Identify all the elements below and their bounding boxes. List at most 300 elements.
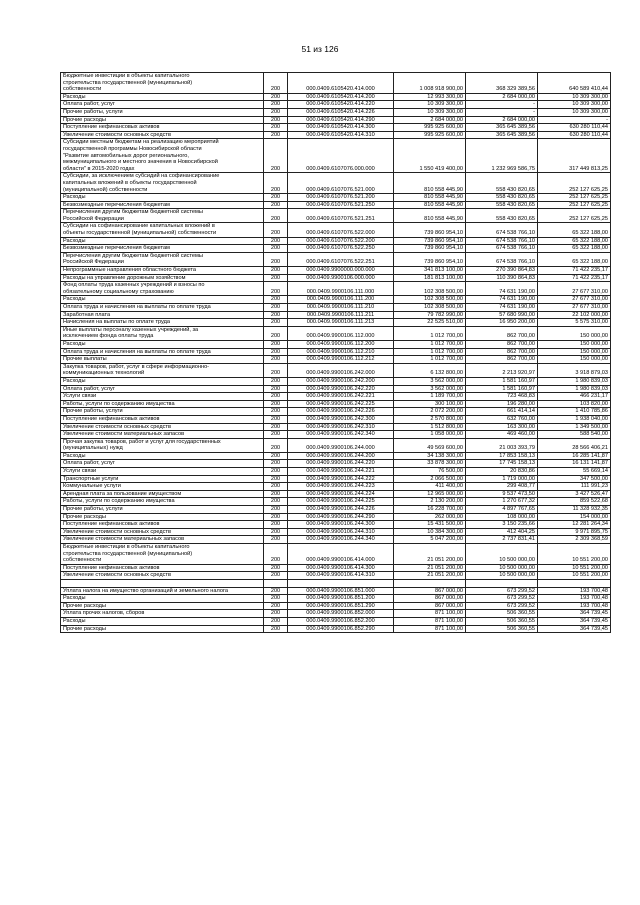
remaining-amount-cell: 27 677 310,00 [538, 296, 611, 304]
row-name-cell [61, 490, 264, 498]
remaining-amount-cell: 65 322 188,00 [538, 252, 611, 266]
row-name-cell [61, 93, 264, 101]
row-name-cell [61, 319, 264, 327]
spacer-cell [264, 579, 288, 587]
table-row [61, 544, 611, 565]
table-row [61, 617, 611, 625]
executed-amount-cell: 299 408,77 [466, 483, 538, 491]
line-code-cell: 200 [264, 194, 288, 202]
approved-amount-cell: 1 012 700,00 [394, 340, 466, 348]
line-code-cell: 200 [264, 498, 288, 506]
row-name-cell [61, 528, 264, 536]
table-row [61, 513, 611, 521]
row-name-line: Прочие выплаты [63, 356, 107, 363]
remaining-amount-cell: 150 000,00 [538, 356, 611, 364]
remaining-amount-cell: 150 000,00 [538, 326, 611, 340]
table-row [61, 326, 611, 340]
row-name-line: Перечисления другим бюджетам бюджетной системы [63, 252, 203, 259]
table-row [61, 564, 611, 572]
row-name-cell [61, 274, 264, 282]
line-code-cell: 200 [264, 377, 288, 385]
row-name-cell [61, 304, 264, 312]
classification-code-cell: 000.0409.9900106.112.212 [288, 356, 394, 364]
row-name-cell [61, 311, 264, 319]
row-name-cell [61, 506, 264, 514]
remaining-amount-cell: 317 449 813,25 [538, 139, 611, 173]
remaining-amount-cell: - [538, 116, 611, 124]
row-name-line: собственности [63, 557, 102, 564]
approved-amount-cell: 867 000,00 [394, 595, 466, 603]
line-code-cell: 200 [264, 506, 288, 514]
remaining-amount-cell: 154 000,00 [538, 513, 611, 521]
table-row [61, 363, 611, 377]
row-name-line: Услуги связи [63, 468, 97, 475]
row-name-line: Субсидии на софинансирование капитальных вложений в [63, 223, 215, 230]
table-row [61, 282, 611, 296]
line-code-cell: 200 [264, 356, 288, 364]
row-name-line: Арендная плата за пользование имуществом [63, 490, 182, 497]
row-name-line: Уплата прочих налогов, сборов [63, 610, 145, 617]
approved-amount-cell: 10 309 300,00 [394, 101, 466, 109]
table-row [61, 124, 611, 132]
approved-amount-cell: 49 569 600,00 [394, 438, 466, 452]
classification-code-cell: 000.0409.9900106.851.290 [288, 602, 394, 610]
row-name-cell [61, 252, 264, 266]
line-code-cell: 200 [264, 201, 288, 209]
remaining-amount-cell: 71 422 235,17 [538, 267, 611, 275]
row-name-cell [61, 223, 264, 237]
row-name-cell [61, 423, 264, 431]
executed-amount-cell: 57 680 990,00 [466, 311, 538, 319]
approved-amount-cell: 102 308 500,00 [394, 296, 466, 304]
classification-code-cell: 000.0409.9900106.414.000 [288, 544, 394, 565]
approved-amount-cell: 1 012 700,00 [394, 326, 466, 340]
classification-code-cell: 000.0409.6107076.522.250 [288, 245, 394, 253]
table-row [61, 194, 611, 202]
line-code-cell: 200 [264, 483, 288, 491]
spacer-cell [394, 579, 466, 587]
row-name-cell [61, 625, 264, 633]
row-name-line: Фонд оплаты труда казенных учреждений и взносы по [63, 282, 205, 289]
row-name-cell [61, 400, 264, 408]
classification-code-cell: 000.0409.9900106.244.200 [288, 452, 394, 460]
remaining-amount-cell: 364 739,45 [538, 610, 611, 618]
line-code-cell: 200 [264, 223, 288, 237]
line-code-cell: 200 [264, 490, 288, 498]
executed-amount-cell: 270 390 864,83 [466, 267, 538, 275]
table-row [61, 73, 611, 94]
executed-amount-cell: 673 299,52 [466, 587, 538, 595]
row-name-line: Расходы на управление дорожным хозяйством [63, 274, 186, 281]
approved-amount-cell: 12 965 000,00 [394, 490, 466, 498]
remaining-amount-cell: 859 522,68 [538, 498, 611, 506]
table-row [61, 536, 611, 544]
row-name-cell [61, 536, 264, 544]
classification-code-cell: 000.0409.6105420.414.226 [288, 108, 394, 116]
row-name-line: объекты государственной (муниципальной) собственности [63, 230, 217, 237]
executed-amount-cell: 74 631 190,00 [466, 304, 538, 312]
classification-code-cell: 000.0409.9900106.244.000 [288, 438, 394, 452]
approved-amount-cell: 1 012 700,00 [394, 356, 466, 364]
spacer-cell [61, 579, 264, 587]
executed-amount-cell: 674 538 766,10 [466, 223, 538, 237]
remaining-amount-cell: 22 102 000,00 [538, 311, 611, 319]
table-row [61, 252, 611, 266]
row-name-cell [61, 438, 264, 452]
approved-amount-cell: 15 431 500,00 [394, 521, 466, 529]
remaining-amount-cell: 27 677 310,00 [538, 304, 611, 312]
table-row [61, 452, 611, 460]
approved-amount-cell: 22 525 510,00 [394, 319, 466, 327]
line-code-cell: 200 [264, 340, 288, 348]
row-name-line: области" в 2015-2020 годах [63, 165, 135, 172]
approved-amount-cell: 262 000,00 [394, 513, 466, 521]
line-code-cell: 200 [264, 363, 288, 377]
line-code-cell: 200 [264, 544, 288, 565]
row-name-cell [61, 356, 264, 364]
row-name-cell [61, 194, 264, 202]
row-name-cell [61, 363, 264, 377]
row-name-line: строительства государственной (муниципальной) [63, 550, 193, 557]
table-row [61, 423, 611, 431]
classification-code-cell: 000.0409.9900106.112.210 [288, 348, 394, 356]
executed-amount-cell: - [466, 101, 538, 109]
line-code-cell: 200 [264, 73, 288, 94]
approved-amount-cell: 411 400,00 [394, 483, 466, 491]
line-code-cell: 200 [264, 438, 288, 452]
line-code-cell: 200 [264, 587, 288, 595]
row-name-cell [61, 415, 264, 423]
row-name-cell [61, 498, 264, 506]
row-name-cell [61, 475, 264, 483]
approved-amount-cell: 1 512 800,00 [394, 423, 466, 431]
table-row [61, 415, 611, 423]
row-name-line: Уплата налога на имущество организаций и земельного налога [63, 587, 228, 594]
row-name-line: Прочие работы, услуги [63, 408, 123, 415]
remaining-amount-cell: 588 540,00 [538, 431, 611, 439]
executed-amount-cell: 2 213 920,97 [466, 363, 538, 377]
table-row [61, 311, 611, 319]
table-row [61, 377, 611, 385]
row-name-cell [61, 617, 264, 625]
row-name-cell [61, 209, 264, 223]
row-name-line: Российской Федерации [63, 215, 124, 222]
row-name-cell [61, 139, 264, 173]
executed-amount-cell: 10 500 000,00 [466, 572, 538, 580]
row-name-cell [61, 602, 264, 610]
table-row [61, 223, 611, 237]
executed-amount-cell: 16 950 200,00 [466, 319, 538, 327]
line-code-cell: 200 [264, 304, 288, 312]
executed-amount-cell: 368 329 389,56 [466, 73, 538, 94]
executed-amount-cell: 10 500 000,00 [466, 544, 538, 565]
classification-code-cell: 000.0409.9900106.244.300 [288, 521, 394, 529]
executed-amount-cell: 506 360,55 [466, 625, 538, 633]
row-name-line: коммуникационных технологий [63, 370, 145, 377]
table-row [61, 521, 611, 529]
table-row [61, 348, 611, 356]
row-name-line: Расходы [63, 340, 86, 347]
approved-amount-cell: 867 000,00 [394, 602, 466, 610]
remaining-amount-cell: 65 322 188,00 [538, 245, 611, 253]
row-name-line: Прочая закупка товаров, работ и услуг для государственных [63, 438, 221, 445]
row-name-cell [61, 340, 264, 348]
executed-amount-cell: 2 684 000,00 [466, 116, 538, 124]
classification-code-cell: 000.0409.9900106.852.000 [288, 610, 394, 618]
row-name-line: Увеличение стоимости материальных запасов [63, 431, 185, 438]
row-name-cell [61, 131, 264, 139]
line-code-cell: 200 [264, 93, 288, 101]
remaining-amount-cell: 252 127 625,25 [538, 209, 611, 223]
line-code-cell: 200 [264, 475, 288, 483]
table-row [61, 93, 611, 101]
table-row [61, 431, 611, 439]
row-name-cell [61, 564, 264, 572]
row-name-line: Расходы [63, 617, 86, 624]
approved-amount-cell: 871 100,00 [394, 610, 466, 618]
table-row [61, 173, 611, 194]
line-code-cell: 200 [264, 348, 288, 356]
row-name-line: (муниципальной) собственности [63, 186, 148, 193]
approved-amount-cell: 34 138 300,00 [394, 452, 466, 460]
executed-amount-cell: 74 631 190,00 [466, 282, 538, 296]
line-code-cell: 200 [264, 452, 288, 460]
row-name-cell [61, 124, 264, 132]
row-name-cell [61, 267, 264, 275]
executed-amount-cell: 506 360,55 [466, 610, 538, 618]
classification-code-cell: 000.0409.9900106.242.200 [288, 377, 394, 385]
remaining-amount-cell: 252 127 625,25 [538, 201, 611, 209]
approved-amount-cell: 995 925 600,00 [394, 131, 466, 139]
row-name-line: Субсидии местным бюджетам на реализацию мероприятий [63, 139, 219, 146]
classification-code-cell: 000.0409.6105420.414.200 [288, 93, 394, 101]
approved-amount-cell: 2 066 500,00 [394, 475, 466, 483]
classification-code-cell: 000.0409.9900106.852.290 [288, 625, 394, 633]
classification-code-cell: 000.0409.9900106.112.000 [288, 326, 394, 340]
row-name-cell [61, 108, 264, 116]
remaining-amount-cell: 347 500,00 [538, 475, 611, 483]
classification-code-cell: 000.0409.9900106.244.340 [288, 536, 394, 544]
row-name-cell [61, 101, 264, 109]
row-name-line: Поступление нефинансовых активов [63, 124, 160, 131]
approved-amount-cell: 3 562 000,00 [394, 385, 466, 393]
executed-amount-cell: 3 150 235,66 [466, 521, 538, 529]
row-name-line: Заработная плата [63, 311, 111, 318]
remaining-amount-cell: 2 309 368,59 [538, 536, 611, 544]
classification-code-cell: 000.0409.9900106.851.200 [288, 595, 394, 603]
classification-code-cell: 000.0409.9900106.242.221 [288, 393, 394, 401]
row-name-line: Непрограммные направления областного бюджета [63, 267, 196, 274]
classification-code-cell: 000.0409.9900106.000.000 [288, 274, 394, 282]
remaining-amount-cell: 3 918 879,03 [538, 363, 611, 377]
row-name-cell [61, 348, 264, 356]
table-row [61, 385, 611, 393]
row-name-line: собственности [63, 86, 102, 93]
row-name-line: Прочие работы, услуги [63, 108, 123, 115]
line-code-cell: 200 [264, 617, 288, 625]
classification-code-cell: 000.0409.6107076.521.251 [288, 209, 394, 223]
remaining-amount-cell: 193 700,48 [538, 602, 611, 610]
line-code-cell: 200 [264, 400, 288, 408]
table-row [61, 438, 611, 452]
spacer-cell [466, 579, 538, 587]
executed-amount-cell: 673 299,52 [466, 602, 538, 610]
row-name-line: Увеличение стоимости материальных запасов [63, 536, 185, 543]
classification-code-cell: 000.0409.9900106.111.213 [288, 319, 394, 327]
approved-amount-cell: 79 782 990,00 [394, 311, 466, 319]
remaining-amount-cell: 9 971 895,75 [538, 528, 611, 536]
executed-amount-cell: 674 538 766,10 [466, 237, 538, 245]
row-name-cell [61, 513, 264, 521]
table-row [61, 625, 611, 633]
approved-amount-cell: 33 878 300,00 [394, 460, 466, 468]
approved-amount-cell: 810 558 445,90 [394, 173, 466, 194]
executed-amount-cell: 661 414,14 [466, 408, 538, 416]
row-name-cell [61, 595, 264, 603]
executed-amount-cell: 1 232 969 586,75 [466, 139, 538, 173]
classification-code-cell: 000.0409.9900106.112.200 [288, 340, 394, 348]
classification-code-cell: 000.0409.6105420.414.300 [288, 124, 394, 132]
approved-amount-cell: 12 993 300,00 [394, 93, 466, 101]
table-row [61, 267, 611, 275]
remaining-amount-cell: 103 820,00 [538, 400, 611, 408]
approved-amount-cell: 10 309 300,00 [394, 108, 466, 116]
approved-amount-cell: 6 132 800,00 [394, 363, 466, 377]
line-code-cell: 200 [264, 572, 288, 580]
spacer-cell [538, 579, 611, 587]
remaining-amount-cell: 10 551 200,00 [538, 572, 611, 580]
executed-amount-cell: 558 430 820,65 [466, 209, 538, 223]
row-name-cell [61, 385, 264, 393]
remaining-amount-cell: 10 309 300,00 [538, 101, 611, 109]
executed-amount-cell: 1 581 160,97 [466, 385, 538, 393]
classification-code-cell: 000.0409.6107076.522.000 [288, 223, 394, 237]
classification-code-cell: 000.0409.9900106.242.220 [288, 385, 394, 393]
page-number: 51 из 126 [301, 44, 339, 54]
row-name-line: Оплата работ, услуг [63, 101, 115, 108]
remaining-amount-cell: 65 322 188,00 [538, 237, 611, 245]
budget-table [60, 72, 611, 633]
row-name-line: Безвозмездные перечисления бюджетам [63, 201, 170, 208]
classification-code-cell: 000.0409.9900106.111.210 [288, 304, 394, 312]
row-name-line: Начисления на выплаты по оплате труда [63, 319, 171, 326]
approved-amount-cell: 1 012 700,00 [394, 348, 466, 356]
row-name-line: Прочие расходы [63, 513, 106, 520]
executed-amount-cell: 673 299,52 [466, 595, 538, 603]
budget-table-body [61, 73, 611, 633]
table-row [61, 475, 611, 483]
remaining-amount-cell: 55 669,14 [538, 468, 611, 476]
line-code-cell: 200 [264, 319, 288, 327]
line-code-cell: 200 [264, 408, 288, 416]
row-name-cell [61, 245, 264, 253]
executed-amount-cell: 365 645 389,56 [466, 131, 538, 139]
row-name-cell [61, 173, 264, 194]
executed-amount-cell: - [466, 108, 538, 116]
line-code-cell: 200 [264, 267, 288, 275]
classification-code-cell: 000.0409.9900106.244.221 [288, 468, 394, 476]
remaining-amount-cell: 10 551 200,00 [538, 564, 611, 572]
executed-amount-cell: 10 500 000,00 [466, 564, 538, 572]
classification-code-cell: 000.0409.9900106.244.220 [288, 460, 394, 468]
classification-code-cell: 000.0409.6107076.521.200 [288, 194, 394, 202]
executed-amount-cell: 196 280,00 [466, 400, 538, 408]
line-code-cell: 200 [264, 595, 288, 603]
remaining-amount-cell: 10 551 200,00 [538, 544, 611, 565]
approved-amount-cell: 10 384 300,00 [394, 528, 466, 536]
table-row [61, 340, 611, 348]
line-code-cell: 200 [264, 245, 288, 253]
approved-amount-cell: 2 072 200,00 [394, 408, 466, 416]
line-code-cell: 200 [264, 311, 288, 319]
remaining-amount-cell: 1 410 785,86 [538, 408, 611, 416]
approved-amount-cell: 76 500,00 [394, 468, 466, 476]
classification-code-cell: 000.0409.6107076.521.000 [288, 173, 394, 194]
line-code-cell: 200 [264, 460, 288, 468]
table-row [61, 245, 611, 253]
remaining-amount-cell: 193 700,48 [538, 595, 611, 603]
executed-amount-cell: 862 700,00 [466, 326, 538, 340]
row-name-line: исключением фонда оплаты труда [63, 333, 154, 340]
table-row [61, 528, 611, 536]
executed-amount-cell: 469 460,00 [466, 431, 538, 439]
row-name-line: Поступление нефинансовых активов [63, 564, 160, 571]
row-name-cell [61, 326, 264, 340]
classification-code-cell: 000.0409.6107076.522.251 [288, 252, 394, 266]
remaining-amount-cell: 150 000,00 [538, 348, 611, 356]
approved-amount-cell: 739 860 954,10 [394, 237, 466, 245]
approved-amount-cell: 2 684 000,00 [394, 116, 466, 124]
approved-amount-cell: 5 047 200,00 [394, 536, 466, 544]
row-name-cell [61, 521, 264, 529]
approved-amount-cell: 16 228 700,00 [394, 506, 466, 514]
classification-code-cell: 000.0409.9900106.244.226 [288, 506, 394, 514]
row-name-line: Поступление нефинансовых активов [63, 521, 160, 528]
table-row [61, 408, 611, 416]
row-name-line: Расходы [63, 452, 86, 459]
classification-code-cell: 000.0409.6107076.521.250 [288, 201, 394, 209]
remaining-amount-cell: 3 427 526,47 [538, 490, 611, 498]
line-code-cell: 200 [264, 528, 288, 536]
executed-amount-cell: 110 390 864,83 [466, 274, 538, 282]
row-name-line: (муниципальных) нужд [63, 445, 123, 452]
executed-amount-cell: 558 430 820,65 [466, 173, 538, 194]
classification-code-cell: 000.0409.9900106.242.340 [288, 431, 394, 439]
line-code-cell: 200 [264, 116, 288, 124]
line-code-cell: 200 [264, 124, 288, 132]
row-name-line: Бюджетные инвестиции в объекты капитального [63, 544, 190, 550]
remaining-amount-cell: 364 739,45 [538, 625, 611, 633]
approved-amount-cell: 21 051 200,00 [394, 572, 466, 580]
classification-code-cell: 000.0409.6107076.522.200 [288, 237, 394, 245]
executed-amount-cell: 862 700,00 [466, 348, 538, 356]
table-row [61, 304, 611, 312]
row-name-cell [61, 468, 264, 476]
table-row [61, 610, 611, 618]
line-code-cell: 200 [264, 431, 288, 439]
executed-amount-cell: 674 538 766,10 [466, 252, 538, 266]
table-row [61, 602, 611, 610]
approved-amount-cell: 1 058 000,00 [394, 431, 466, 439]
approved-amount-cell: 21 051 200,00 [394, 544, 466, 565]
approved-amount-cell: 1 550 419 400,00 [394, 139, 466, 173]
row-name-line: Закупка товаров, работ, услуг в сфере информационно- [63, 363, 210, 370]
classification-code-cell: 000.0409.6105420.414.310 [288, 131, 394, 139]
approved-amount-cell: 2 130 200,00 [394, 498, 466, 506]
remaining-amount-cell: 364 739,45 [538, 617, 611, 625]
table-row [61, 139, 611, 173]
remaining-amount-cell: 466 231,17 [538, 393, 611, 401]
